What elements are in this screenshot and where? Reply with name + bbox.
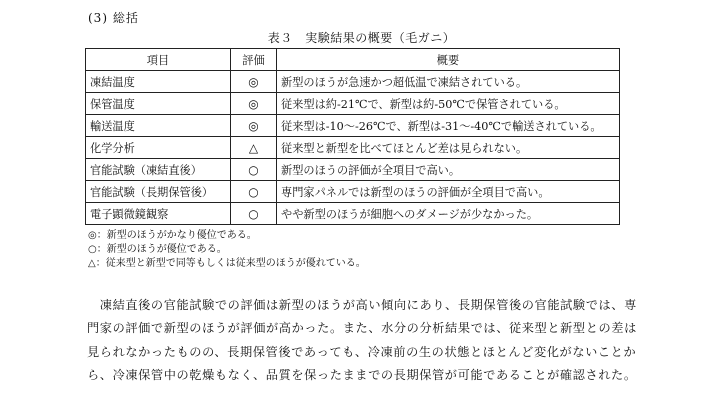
legend-item: ○：新型のほうが優位である。 [88,244,227,255]
summary-paragraph [87,294,637,387]
row-item: 保管温度 [86,93,231,115]
table-caption: 表３ 実験結果の概要（毛ガニ） [267,31,456,45]
row-item: 官能試験（凍結直後） [86,159,231,181]
row-summary: 従来型は-10～-26℃で、新型は-31～-40℃で輸送されている。 [277,115,620,137]
legend-item: ◎：新型のほうがかなり優位である。 [88,230,257,241]
table-row [86,159,620,181]
row-item: 化学分析 [86,137,231,159]
table-row [86,181,620,203]
summary-line: 門家の評価で新型のほうが評価が高かった。また、水分の分析結果では、従来型と新型との差は [87,321,637,336]
legend-item: △：従来型と新型で同等もしくは従来型のほうが優れている。 [88,258,366,269]
row-summary: 専門家パネルでは新型のほうの評価が全項目で高い。 [277,181,620,203]
summary-line: 見られなかったものの、長期保管後であっても、冷凍前の生の状態とほとんど変化がないことか [87,344,637,359]
row-rating: ○ [231,181,277,203]
row-item: 電子顕微鏡観察 [86,203,231,225]
row-summary: 新型のほうが急速かつ超低温で凍結されている。 [277,71,620,93]
row-rating: ◎ [231,93,277,115]
row-rating: ○ [231,159,277,181]
column-header-rating: 評価 [231,49,277,71]
table-header-row [86,49,620,71]
row-summary: 従来型は約-21℃で、新型は約-50℃で保管されている。 [277,93,620,115]
column-header-summary: 概要 [277,49,620,71]
rating-legend [88,229,366,271]
row-rating: △ [231,137,277,159]
table-row [86,93,620,115]
row-rating: ◎ [231,115,277,137]
row-item: 凍結温度 [86,71,231,93]
row-rating: ○ [231,203,277,225]
row-summary: 従来型と新型を比べてほとんど差は見られない。 [277,137,620,159]
summary-line: 凍結直後の官能試験での評価は新型のほうが高い傾向にあり、長期保管後の官能試験では、専 [87,298,637,312]
row-rating: ◎ [231,71,277,93]
table-row [86,203,620,225]
table-row [86,71,620,93]
row-summary: やや新型のほうが細胞へのダメージが少なかった。 [277,203,620,225]
section-heading: (3) 総括 [88,11,139,25]
results-table [85,48,620,225]
row-item: 輸送温度 [86,115,231,137]
row-summary: 新型のほうの評価が全項目で高い。 [277,159,620,181]
table-row [86,115,620,137]
summary-line: ら、冷凍保管中の乾燥もなく、品質を保ったままでの長期保管が可能であることが確認された。 [87,367,637,382]
row-item: 官能試験（長期保管後） [86,181,231,203]
column-header-item: 項目 [86,49,231,71]
table-row [86,137,620,159]
